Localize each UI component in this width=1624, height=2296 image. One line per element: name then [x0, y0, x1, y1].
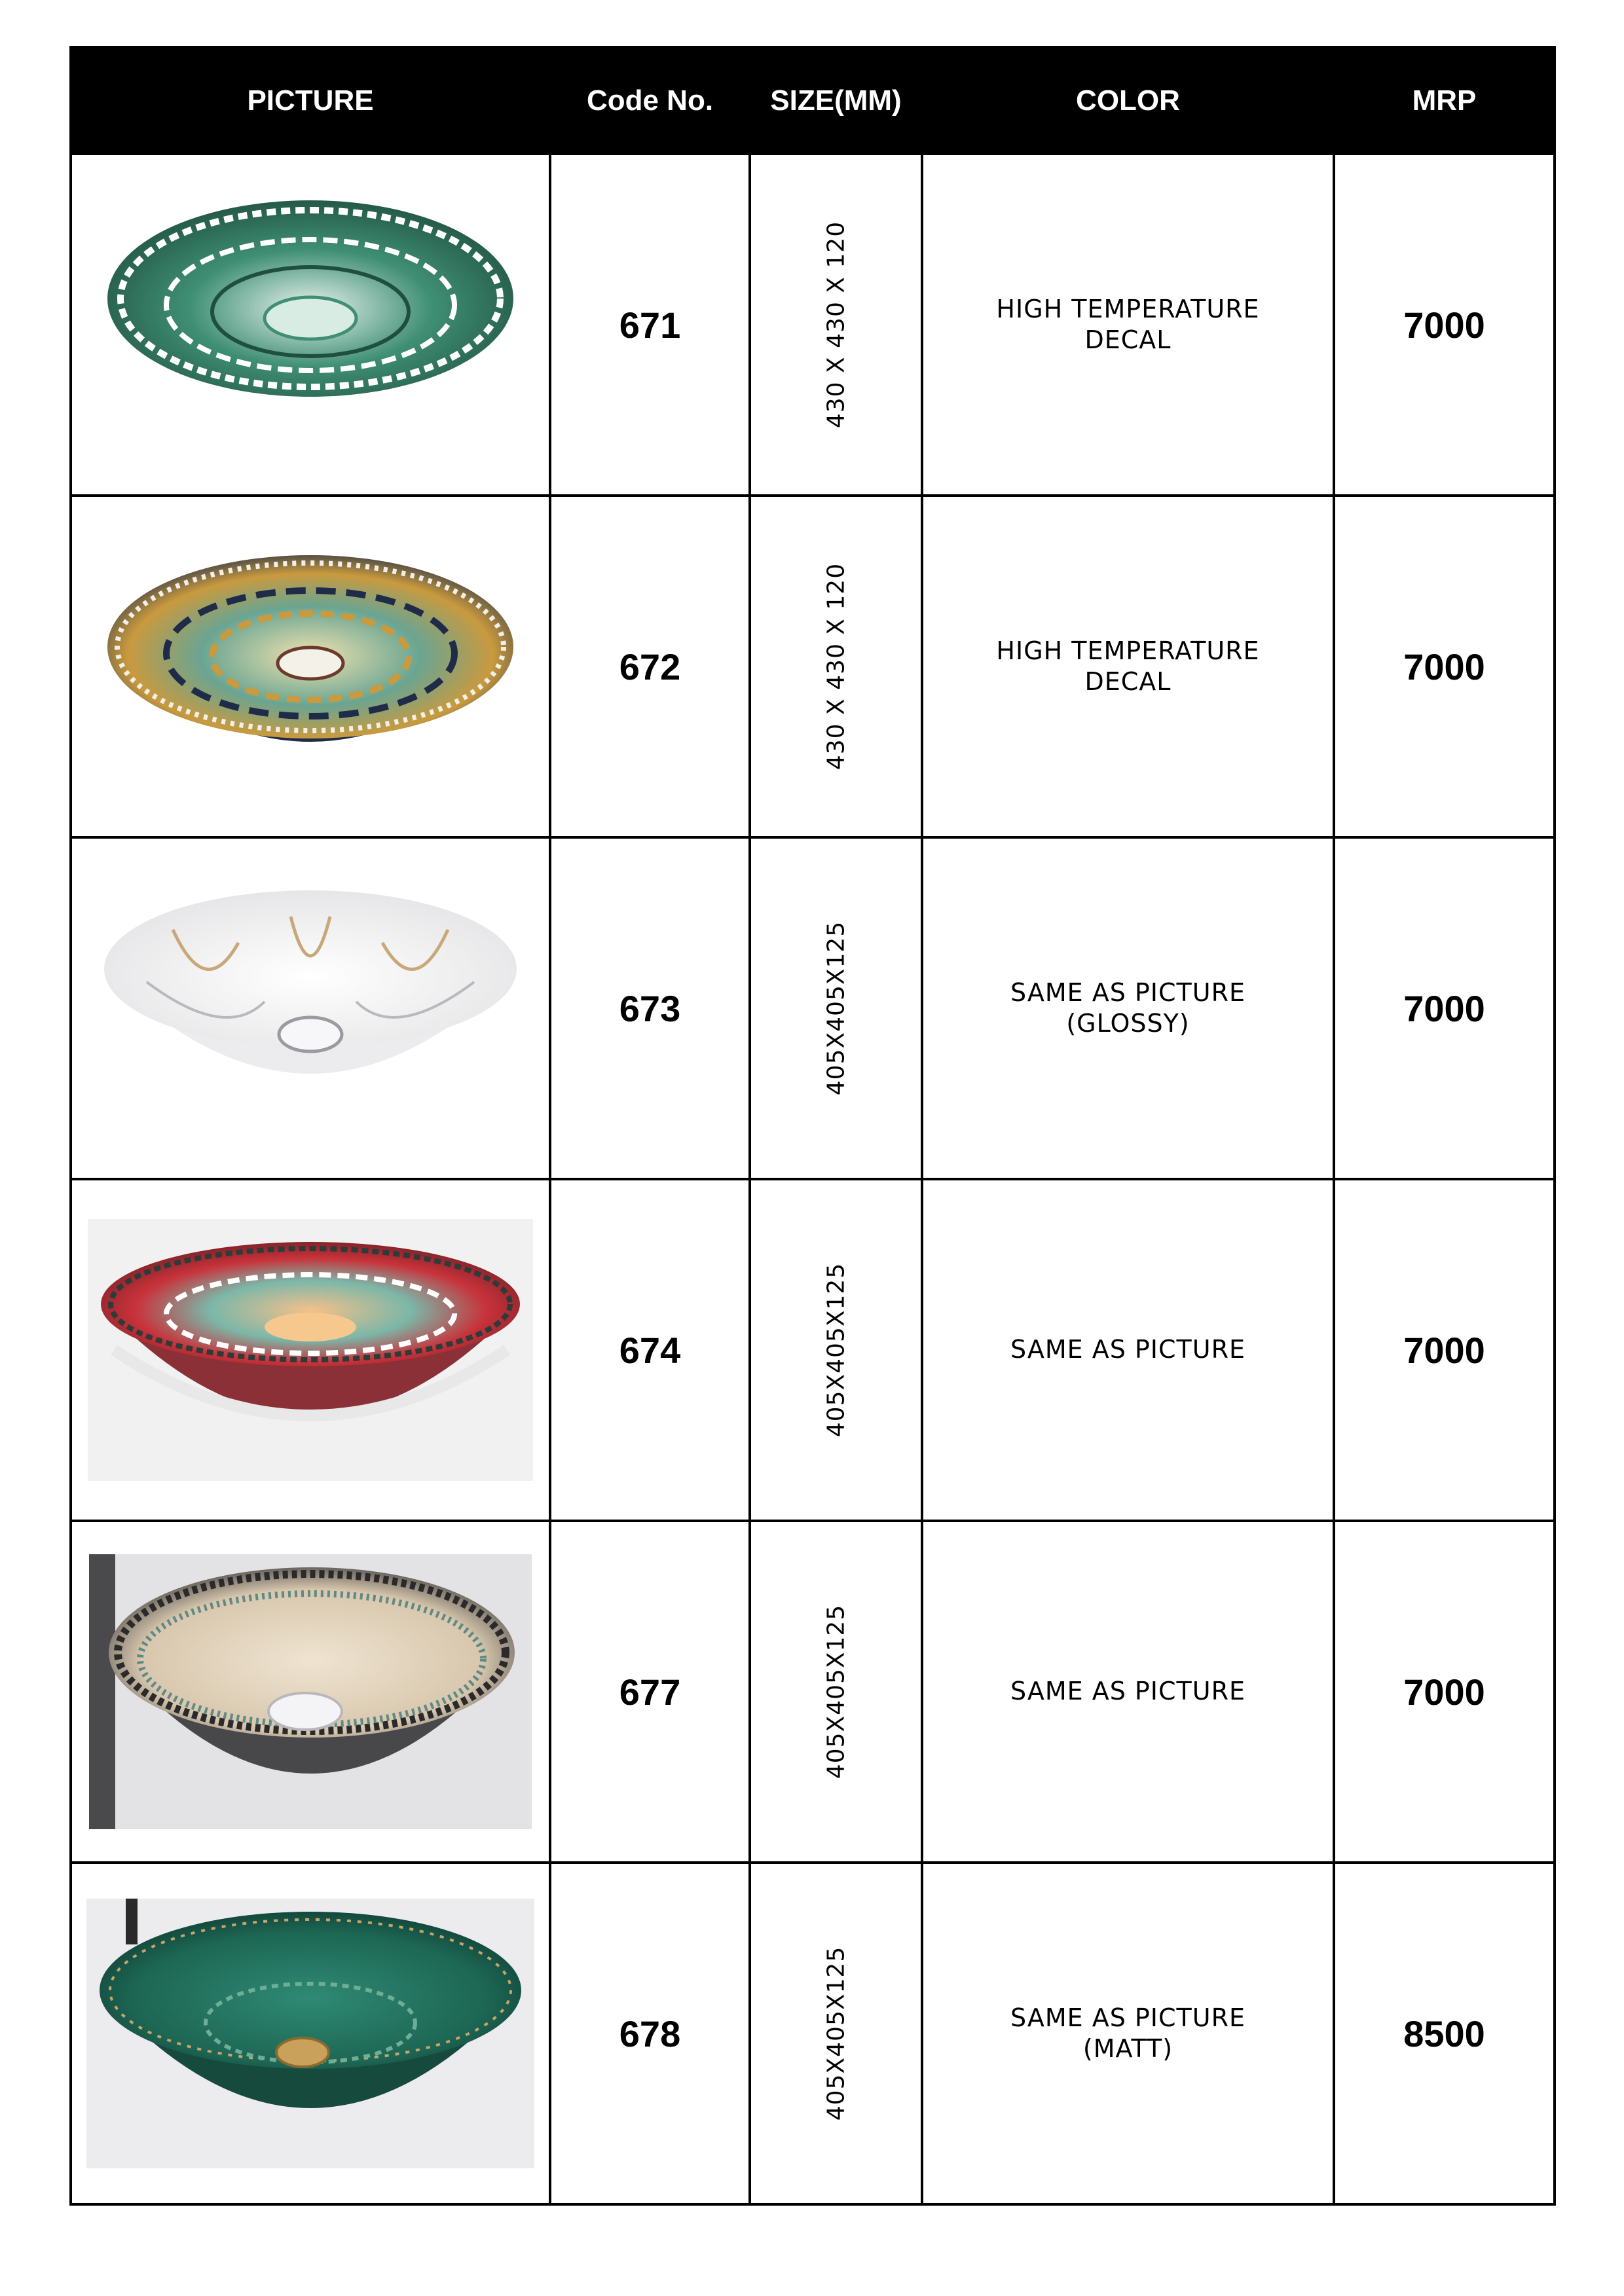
table-row	[71, 154, 1555, 496]
color-cell	[922, 837, 1334, 1179]
color-line1: SAME AS PICTURE	[1010, 977, 1246, 1007]
header-mrp: MRP	[1334, 47, 1555, 154]
product-picture	[71, 1863, 550, 2204]
mrp-cell: 7000	[1334, 1521, 1555, 1863]
color-line1: HIGH TEMPERATURE	[996, 294, 1260, 323]
size-cell	[750, 496, 922, 837]
color-line2: DECAL	[1084, 325, 1172, 354]
code-cell: 673	[550, 837, 750, 1179]
color-line2: (MATT)	[1082, 2034, 1173, 2063]
mrp-cell: 7000	[1334, 154, 1555, 496]
code-cell: 674	[550, 1179, 750, 1521]
product-table	[69, 46, 1556, 2206]
size-cell	[750, 154, 922, 496]
color-cell	[922, 1521, 1334, 1863]
size-text: 405X405X125	[822, 920, 849, 1096]
table-row	[71, 1521, 1555, 1863]
product-picture	[71, 1521, 550, 1863]
table-row	[71, 496, 1555, 837]
color-line1: SAME AS PICTURE	[1010, 2003, 1246, 2032]
table-row	[71, 837, 1555, 1179]
size-cell	[750, 1521, 922, 1863]
size-text: 405X405X125	[822, 1262, 849, 1438]
table-row	[71, 1863, 1555, 2204]
red-floral-mandala-basin-image	[88, 1219, 533, 1481]
header-size: SIZE(MM)	[750, 47, 922, 154]
size-text: 405X405X125	[822, 1946, 849, 2121]
color-line1: SAME AS PICTURE	[1010, 1677, 1246, 1706]
product-picture	[71, 837, 550, 1179]
size-text: 430 X 430 X 120	[822, 221, 849, 429]
color-line2: DECAL	[1084, 667, 1172, 696]
product-picture	[71, 1179, 550, 1521]
mrp-cell: 7000	[1334, 1179, 1555, 1521]
product-picture	[71, 496, 550, 837]
green-white-patterned-basin-image	[94, 187, 526, 462]
code-cell: 671	[550, 154, 750, 496]
mrp-cell: 7000	[1334, 837, 1555, 1179]
table-row	[71, 1179, 1555, 1521]
header-color: COLOR	[922, 47, 1334, 154]
moroccan-mosaic-basin-image	[94, 529, 526, 804]
size-cell	[750, 837, 922, 1179]
white-gold-filigree-basin-image	[94, 871, 526, 1146]
header-code: Code No.	[550, 47, 750, 154]
code-cell: 677	[550, 1521, 750, 1863]
color-line2: (GLOSSY)	[1066, 1009, 1190, 1038]
color-cell	[922, 1863, 1334, 2204]
dark-green-matt-basin-image	[86, 1899, 534, 2168]
header-picture: PICTURE	[71, 47, 550, 154]
color-cell	[922, 154, 1334, 496]
size-text: 430 X 430 X 120	[822, 562, 849, 771]
mrp-cell: 7000	[1334, 496, 1555, 837]
size-cell	[750, 1863, 922, 2204]
color-line1: SAME AS PICTURE	[1010, 1335, 1246, 1364]
color-cell	[922, 496, 1334, 837]
size-text: 405X405X125	[822, 1604, 849, 1779]
color-line1: HIGH TEMPERATURE	[996, 636, 1260, 665]
code-cell: 678	[550, 1863, 750, 2204]
size-cell	[750, 1179, 922, 1521]
code-cell: 672	[550, 496, 750, 837]
header-row	[71, 47, 1555, 154]
product-picture	[71, 154, 550, 496]
mrp-cell: 8500	[1334, 1863, 1555, 2204]
color-cell	[922, 1179, 1334, 1521]
beige-silver-border-basin-image	[89, 1554, 532, 1829]
